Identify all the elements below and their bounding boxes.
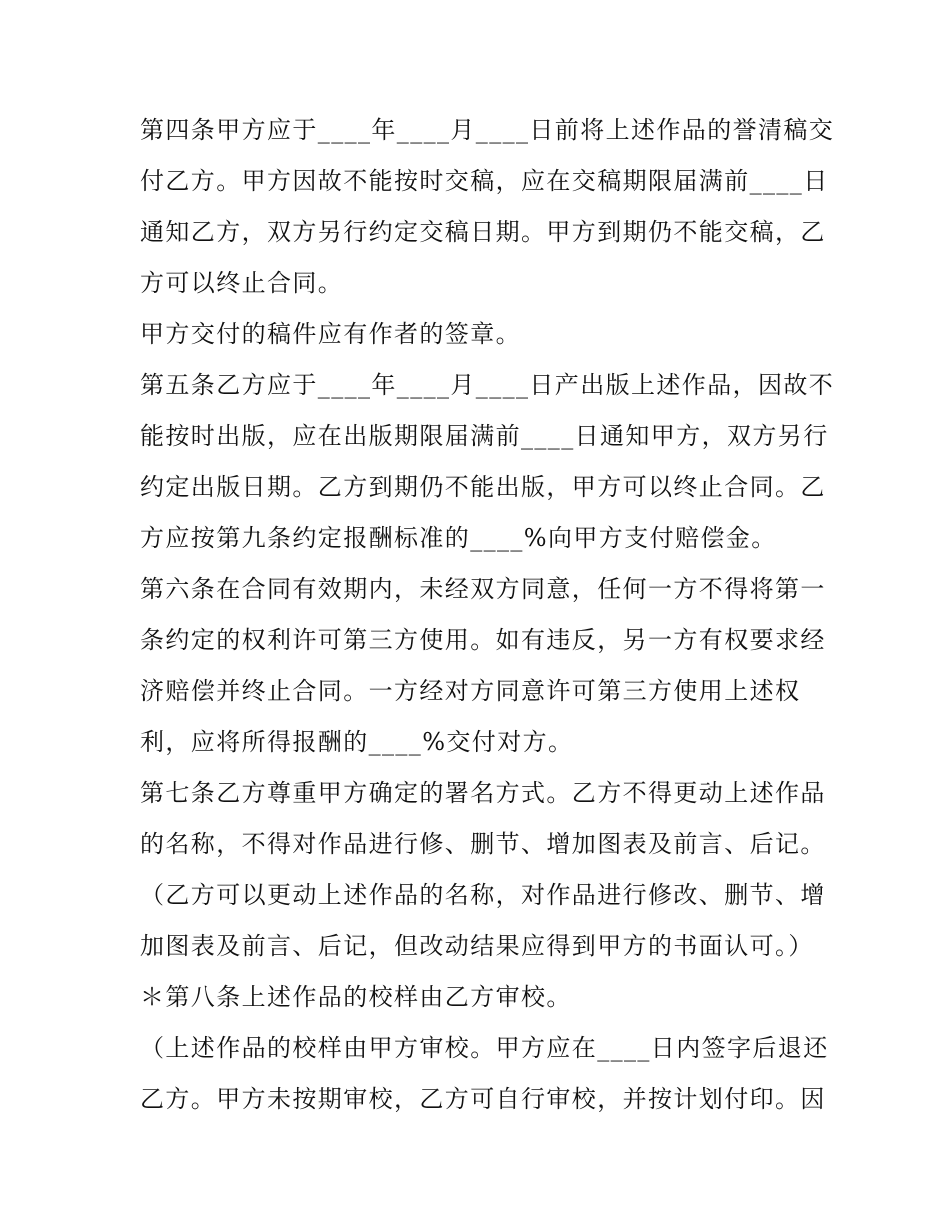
text-line: 加图表及前言、后记，但改动结果应得到甲方的书面认可。） bbox=[140, 932, 814, 960]
text-line: ＊第八条上述作品的校样由乙方审校。 bbox=[140, 983, 572, 1011]
text-line: （上述作品的校样由甲方审校。甲方应在____日内签字后退还 bbox=[140, 1034, 829, 1062]
text-line: 甲方交付的稿件应有作者的签章。 bbox=[140, 320, 521, 348]
text-line: 付乙方。甲方因故不能按时交稿，应在交稿期限届满前____日 bbox=[140, 167, 829, 195]
text-line: 约定出版日期。乙方到期仍不能出版，甲方可以终止合同。乙 bbox=[140, 473, 826, 501]
text-line: 的名称，不得对作品进行修、删节、增加图表及前言、后记。 bbox=[140, 830, 826, 858]
text-line: 通知乙方，双方另行约定交稿日期。甲方到期仍不能交稿，乙 bbox=[140, 218, 826, 246]
text-line: 方应按第九条约定报酬标准的____%向甲方支付赔偿金。 bbox=[140, 524, 777, 552]
text-line: 条约定的权利许可第三方使用。如有违反，另一方有权要求经 bbox=[140, 626, 826, 654]
text-line: 第六条在合同有效期内，未经双方同意，任何一方不得将第一 bbox=[140, 575, 826, 603]
text-line: 利，应将所得报酬的____%交付对方。 bbox=[140, 728, 574, 756]
text-line: 方可以终止合同。 bbox=[140, 269, 344, 297]
text-line: 能按时出版，应在出版期限届满前____日通知甲方，双方另行 bbox=[140, 422, 829, 450]
text-line: （乙方可以更动上述作品的名称，对作品进行修改、删节、增 bbox=[140, 881, 826, 909]
text-line: 第七条乙方尊重甲方确定的署名方式。乙方不得更动上述作品 bbox=[140, 779, 826, 807]
text-line: 济赔偿并终止合同。一方经对方同意许可第三方使用上述权 bbox=[140, 677, 801, 705]
text-line: 第五条乙方应于____年____月____日产出版上述作品，因故不 bbox=[140, 371, 835, 399]
text-line: 乙方。甲方未按期审校，乙方可自行审校，并按计划付印。因 bbox=[140, 1085, 826, 1113]
text-line: 第四条甲方应于____年____月____日前将上述作品的誉清稿交 bbox=[140, 116, 835, 144]
